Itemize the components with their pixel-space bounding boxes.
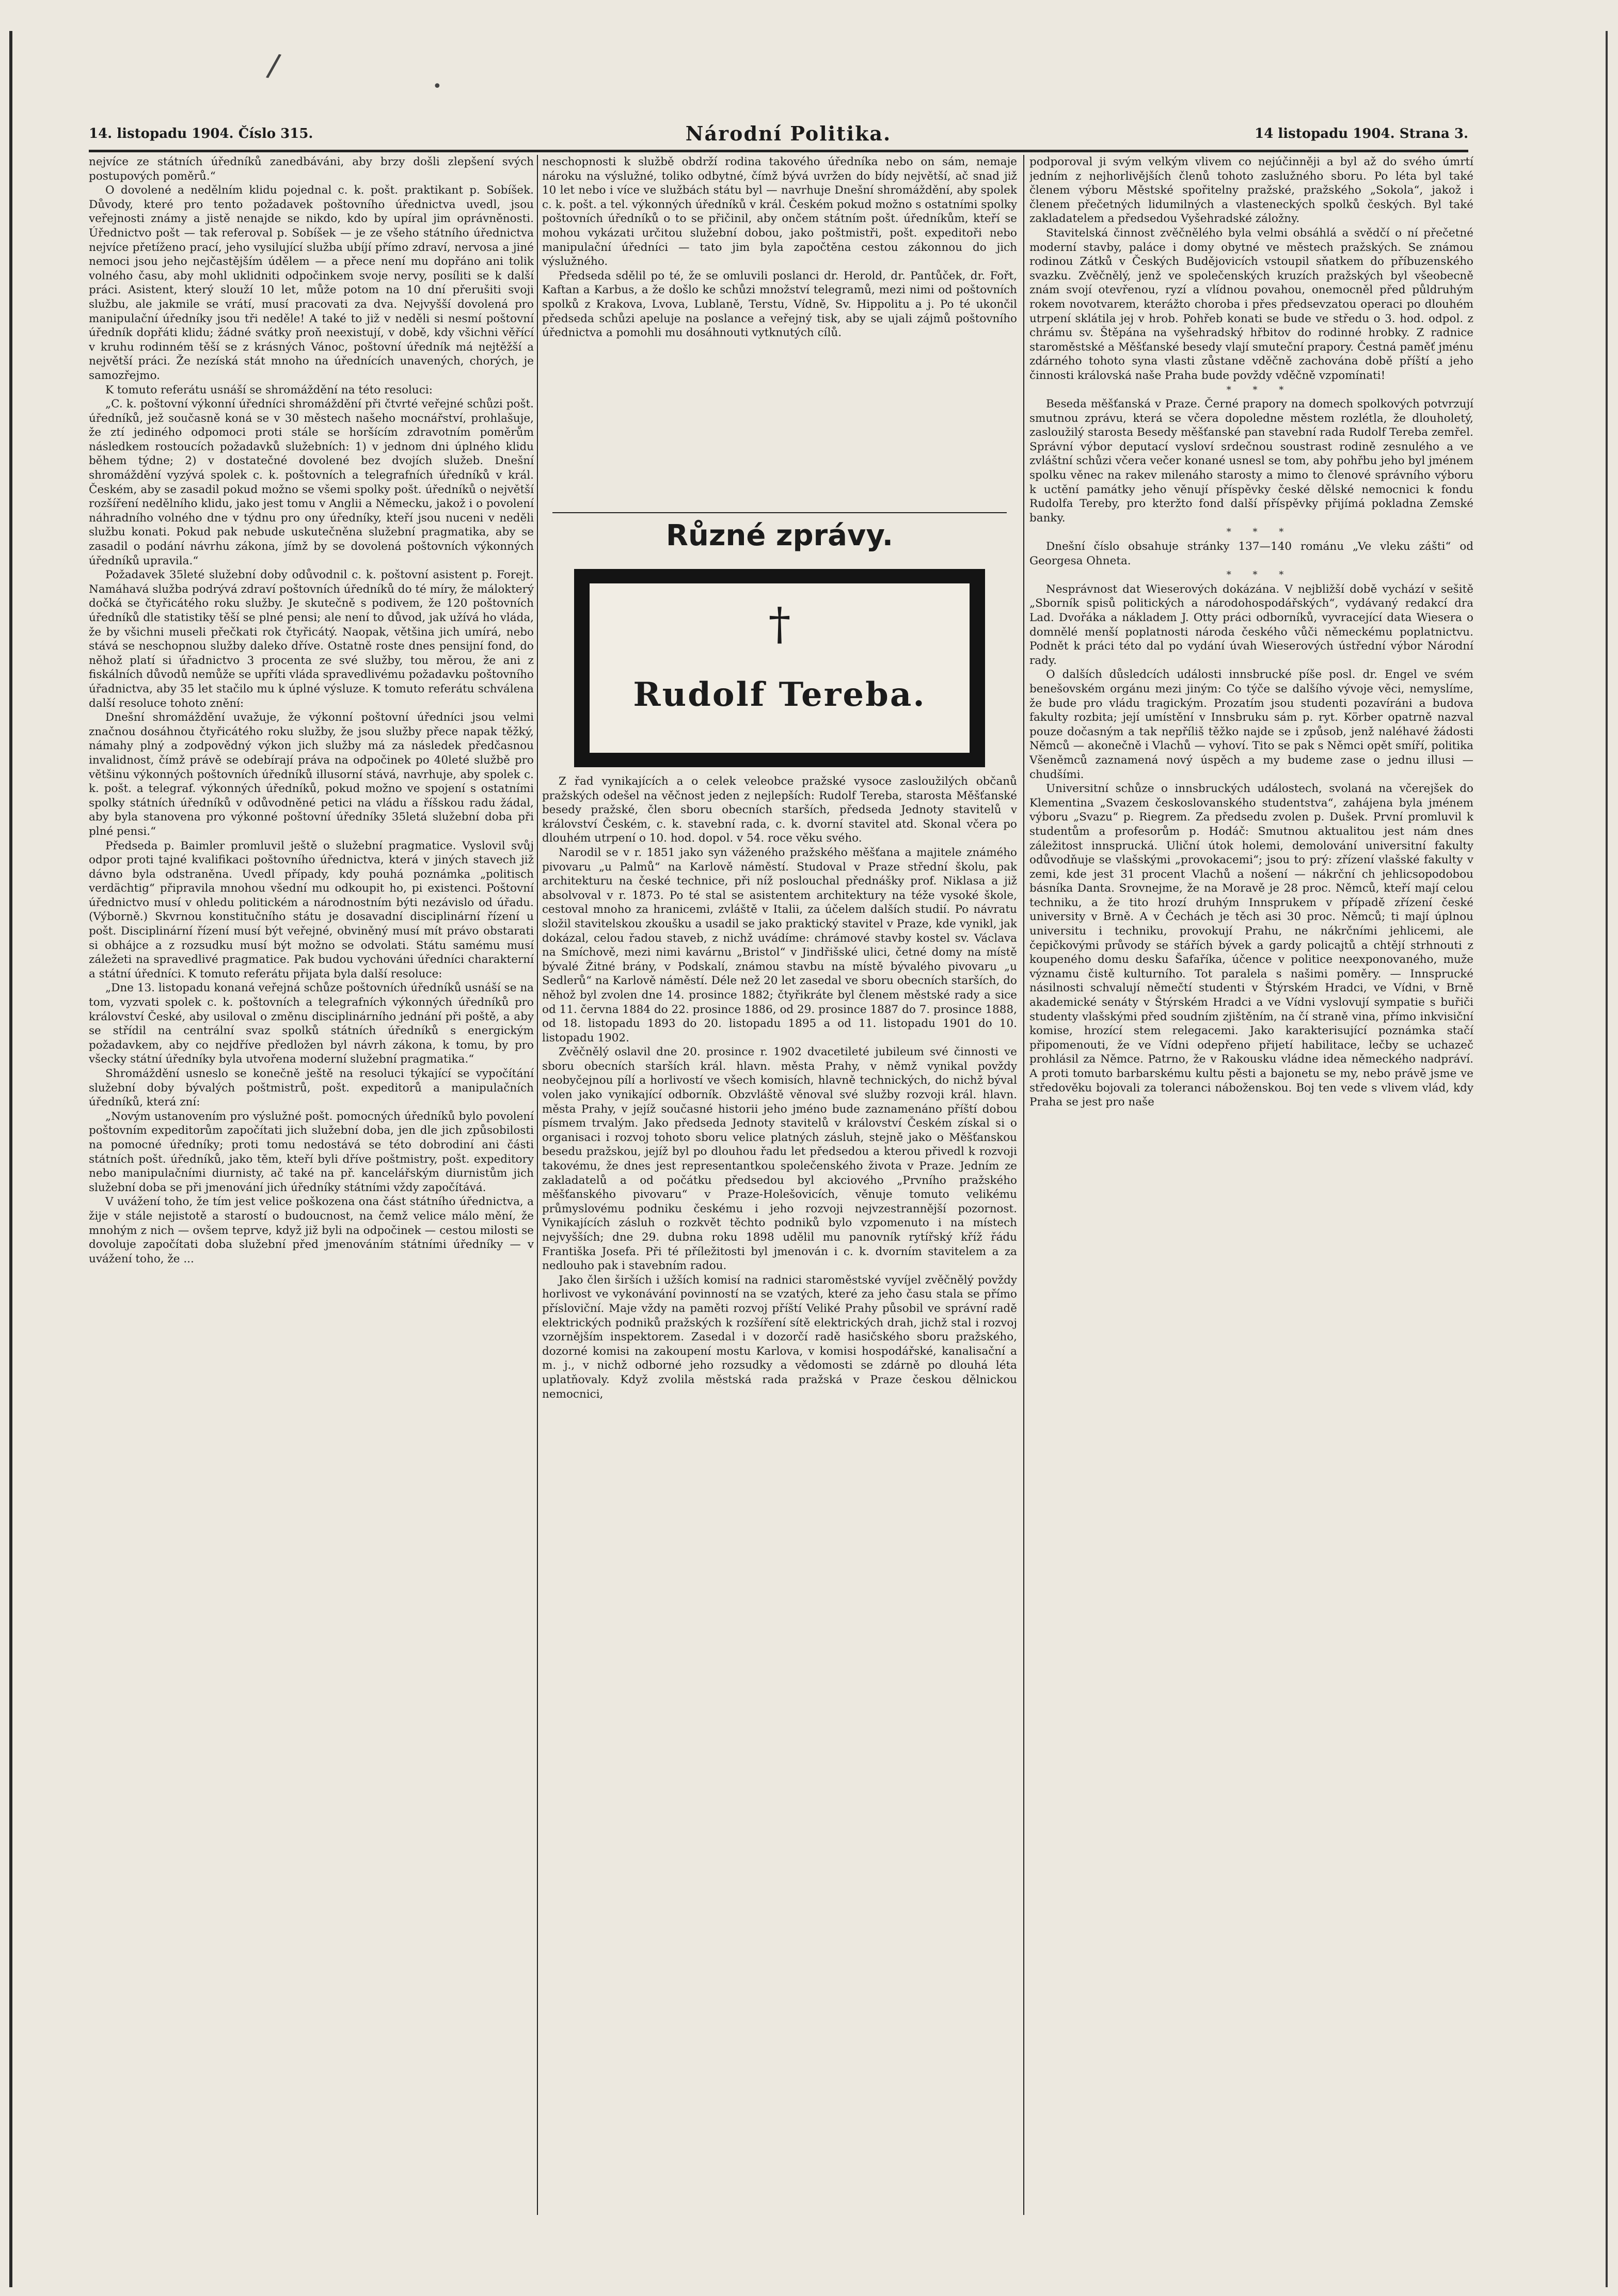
- paragraph: Z řad vynikajících a o celek veleobce pražské vysoce zasloužilých občanů pražských odešel na věčnost jeden z nejlepších: Rudolf Tereba, starosta Měšťanské besedy pražské, člen sboru obecních starších, předseda Jednoty stavitelů v království Českém, c. k. stavební rada, c. k. dvorní stavitel atd. Skonal včera po dlouhém utrpení o 10. hod. dopol. v 54. roce věku svého.: [542, 775, 1017, 845]
- paragraph: Dnešní shromáždění uvažuje, že výkonní poštovní úředníci jsou velmi značnou dosáhnou čtyřicátého roku služby, že jsou služby přece napak těžký, námahy plný a zodpovědný výkon jich služby má za následek předčasnou invalidnost, čímž právě se odebírají práva na odpočinek po 40leté službě pro většinu výkonných poštovních úředníků illusorní stává, navrhuje, aby spolek c. k. pošt. a telegraf. výkonných úředníků, pokud možno ve spojení s ostatními spolky státních úředníků v odůvodněné petici na vládu a říšskou radu žádal, aby byla stanovena pro výkonné poštovní úředníky 35letá služební doba při plné pensi.“: [89, 711, 534, 838]
- section-stars: * * *: [1226, 569, 1293, 581]
- masthead-title: Národní Politika.: [685, 122, 892, 145]
- paragraph: K tomuto referátu usnáší se shromáždění na této resoluci:: [105, 383, 433, 397]
- paragraph: „Novým ustanovením pro výslužné pošt. pomocných úředníků bylo povolení poštovním expeditorům započítati jich služební doba, jen dle jich způsobilosti na pomocné úředníky; proti tomu nedostává se této dobrodiní ani části státních pošt. úředníků, jako těm, kteří byli dříve poštmistry, pošt. expeditory nebo manipulačními diurnisty, ač také na př. kancelářským diurnistům jich služební doba se při jmenování jich úředníky státními vždy započítává.: [89, 1110, 534, 1194]
- pencil-mark: /: [264, 46, 283, 85]
- paragraph: podporoval ji svým velkým vlivem co nejúčinněji a byl až do svého úmrtí jedním z nejhorlivějších členů tohoto zaslužného sboru. Po léta byl také členem výboru Městské spořitelny pražské, pražského „Sokola“, jakož i členem přečetných lidumilných a vlasteneckých spolků českých. Byl také zakladatelem a předsedou Vyšehradské záložny.: [1029, 155, 1473, 226]
- paragraph: Požadavek 35leté služební doby odůvodnil c. k. poštovní asistent p. Forejt. Namáhavá služba podrývá zdraví poštovních úředníků do té míry, že málokterý dočká se čtyřicátého roku služby. Je skutečně s podivem, že 120 poštovních úředníků dle statistiky těší se plné pensi; ale není to důvod, jak užívá ho vláda, že by všichni museli přečkati rok čtyřicátý. Naopak, většina jich umírá, nebo stává se neschopnou služby daleko dříve. Ostatně roste dnes pensijní fond, do něhož platí si úřadnictvo 3 procenta ze své služby, tou měrou, že ani z fiskálních důvodů nemůže se upříti vláda spravedlivému požadavku poštovního úřadnictva, aby 35 let stačilo mu k úplné výsluze. K tomuto referátu schválena další resoluce tohoto znění:: [89, 568, 534, 710]
- paragraph: Jako člen širších i užších komisí na radnici staroměstské vyvíjel zvěčnělý povždy horlivost ve vykonávání povinností na se vzatých, které za jeho času stala se přímo přísloviční. Maje vždy na paměti rozvoj příští Veliké Prahy působil ve správní radě elektrických podniků pražských k rozšíření sítě elektrických drah, jichž stal i rozvoj vzornějším inspektorem. Zasedal i v dozorčí radě hasičského sboru pražského, dozorné komisi na zakoupení mostu Karlova, v komisi hospodářské, kanalisační a m. j., v nichž odborné jeho rozsudky a vědomosti se zdárně po dlouhá léta uplatňovaly. Když zvolila městská rada pražská v Praze českou dělnickou nemocnici,: [542, 1273, 1017, 1401]
- paragraph: Nesprávnost dat Wieserových dokázána. V nejbližší době vychází v sešitě „Sborník spisů politických a národohospodářských“, vydávaný redakcí dra Lad. Dvořáka a nákladem J. Otty práci odborníků, vyvracející data Wiesera o domnělé menší poplatnosti národa českého vůči německému poplatnictvu. Podnět k práci této dal po vydání úvah Wieserových ústřední výbor Národní rady.: [1029, 582, 1473, 667]
- obituary-box: [574, 569, 985, 767]
- column-1: [89, 155, 534, 2220]
- column-2-top: [542, 155, 1017, 511]
- obituary-panel: [590, 583, 970, 753]
- page-header: [89, 122, 1468, 147]
- paragraph: nejvíce ze státních úředníků zanedbáváni, aby brzy došli zlepšení svých postupových poměrů.“: [89, 155, 534, 183]
- paragraph: O dalších důsledcích události innsbrucké píše posl. dr. Engel ve svém benešovském orgánu mezi jiným: Co týče se dalšího vývoje věci, nemyslíme, že bude pro vládu tragickým. Prozatím jsou studenti pozavíráni a budova fakulty rozbita; její umístění v Innsbruku sám p. ryt. Körber opatrně nazval pouze dočasným a tak nepříliš těžko najde se i způsob, jenž naléhavé žádosti Němců — akonečně i Vlachů — vyhoví. Tito se pak s Němci opět smíří, politika Všeněmců zaznamená nový úspěch a my budeme zase o jednu illusi — chudšími.: [1029, 668, 1473, 781]
- column-3: [1029, 155, 1473, 2220]
- cross-icon: †: [768, 598, 791, 650]
- column-rule-2: [1023, 155, 1024, 2215]
- section-rule: [552, 512, 1007, 513]
- paragraph: Zvěčnělý oslavil dne 20. prosince r. 1902 dvacetileté jubileum své činnosti ve sboru obecních starších král. hlavn. města Prahy, v němž vynikal povždy neobyčejnou pílí a horlivostí ve všech komisích, hlavně technických, do nichž býval volen jako vynikající odborník. Obzvláště věnoval své služby rozvoji král. hlavn. města Prahy, v jejíž současné historii jeho jméno bude zaznamenáno příští dobou písmem trvalým. Jako předseda Jednoty stavitelů v království Českém získal si o organisaci i rozvoj tohoto sboru velice platných zásluh, stejně jako o Měšťanskou besedu pražskou, jejíž byl po dlouhou řadu let předsedou a kterou přivedl k rozvoji takovému, že dnes jest representantkou společenského života v Praze. Jedním ze zakladatelů a od počátku předsedou byl akciového „Prvního pražského měšťanského pivovaru“ v Praze-Holešovicích, věnuje tomuto velikému průmyslovému podniku českému i jeho rozvoji nejvzestrannější pozornost. Vynikajících zásluh o rozkvět těchto podniků bylo vzpomenuto i na místech nejvyšších; dne 29. dubna roku 1898 udělil mu panovník rytířský kříž řádu Františka Josefa. Při té příležitosti byl jmenován i c. k. dvorním stavitelem a za nedlouho pak i stavebním radou.: [542, 1046, 1017, 1273]
- paragraph: Stavitelská činnost zvěčnělého byla velmi obsáhlá a svědčí o ní přečetné moderní stavby, paláce i domy obytné ve městech pražských. Se známou rodinou Zátků v Českých Budějovicích vstoupil sňatkem do příbuzenského svazku. Zvěčnělý, jenž ve společenských kruzích pražských byl všeobecně znám svojí otevřenou, ryzí a vlídnou povahou, onemocněl před půldruhým rokem novotvarem, kterážto choroba i přes předsevzatou operaci po dlouhém utrpení sklátila jej v hrob. Pohřeb konati se bude ve středu o 3. hod. odpol. z chrámu sv. Štěpána na vyšehradský hřbitov do rodinné hrobky. Z radnice staroměstské a Měšťanské besedy vlají smuteční prapory. Čestná paměť jménu zdárného tohoto syna vlasti zůstane vděčně zachována době příští a jeho činnosti královská naše Praha bude povždy vděčně vzpomínati!: [1029, 226, 1473, 382]
- paragraph: Dnešní číslo obsahuje stránky 137—140 románu „Ve vleku zášti“ od Georgesa Ohneta.: [1029, 540, 1473, 567]
- paragraph: Předseda sdělil po té, že se omluvili poslanci dr. Herold, dr. Pantůček, dr. Fořt, Kaftan a Karbus, a že došlo ke schůzi množství telegramů, mezi nimi od poštovních spolků z Krakova, Lvova, Lublaně, Terstu, Vídně, Sv. Hippolitu a j. Po té ukončil předseda schůzi apeluje na poslance a veřejný tisk, aby se ujali zájmů poštovního úřednictva a pomohli mu dosáhnouti vytknutých cílů.: [542, 269, 1017, 340]
- paragraph: „Dne 13. listopadu konaná veřejná schůze poštovních úředníků usnáší se na tom, vyzvati spolek c. k. poštovních a telegrafních výkonných úředníků pro království České, aby usiloval o změnu disciplinárního jednání při poště, a aby se střídil na centrální svaz spolků státních úředníků s energickým požadavkem, aby co nejdříve předložen byl návrh zákona, k tomu, by pro všecky státní úředníky byla utvořena moderní služební pragmatika.“: [89, 981, 534, 1066]
- paragraph: V uvážení toho, že tím jest velice poškozena ona část státního úřednictva, a žije v stále nejistotě a starostí o budoucnost, na čemž velice málo mění, že mnohým z nich — ovšem teprve, když již byli na odpočinek — cestou milosti se dovoluje započítati doba služební před jmenováním státními úředníky — v uvážení toho, že ...: [89, 1195, 534, 1265]
- obituary-name: Rudolf Tereba.: [633, 675, 926, 714]
- paragraph: neschopnosti k službě obdrží rodina takového úředníka nebo on sám, nemaje nároku na výslužné, toliko odbytné, čímž bývá uvržen do bídy největší, ač snad již 10 let nebo i více ve službách státu byl — navrhuje Dnešní shromáždění, aby spolek c. k. pošt. a tel. výkonných úředníků v král. Českém pokud možno s ostatními spolky poštovních úředníků o to se přičinil, aby ončem státním pošt. úředníkům, kteří se mohou vykázati určitou služební dobou, jako poštmistři, pošt. expeditoři nebo manipulační úředníci — tato jim byla započtěna cestou zákonnou do jich výslužného.: [542, 155, 1017, 268]
- section-stars: * * *: [1226, 527, 1293, 538]
- header-date-page: 14 listopadu 1904. Strana 3.: [1255, 126, 1468, 141]
- paragraph: O dovolené a nedělním klidu pojednal c. k. pošt. praktikant p. Sobíšek. Důvody, které pro tento požadavek poštovního úřednictva uvedl, jsou veřejnosti známy a jistě nenajde se nikdo, kdo by upíral jim oprávněnosti. Úřednictvo pošt — tak referoval p. Sobíšek — je ze všeho státního úřednictva nejvíce přetíženo prací, jeho vysilující služba ubíjí přímo zdraví, nervosa a jiné nemoci jsou jeho nejčastějším údělem — a přece není mu dopřáno ani tolik volného času, aby mohl uklidniti odpočinkem svoje nervy, posíliti se k další práci. Asistent, který slouží 10 let, může potom na 10 dní přerušiti svoji službu, ale jakmile se vrátí, musí pracovati za dva. Nejvyšší dovolená pro manipulační úředníky jsou tři neděle! A také to již v neděli si nesmí poštovní úředník dopřáti klidu; žádné svátky proň neexistují, v době, kdy všichni věřící v kruhu rodinném těší se z krásných Vánoc, poštovní úředník má nejtěžší a největší práci. Že nezíská stát mnoho na úřednících unavených, chorých, je samozřejmo.: [89, 184, 534, 382]
- paragraph: Beseda měšťanská v Praze. Černé prapory na domech spolkových potvrzují smutnou zprávu, která se včera dopoledne městem rozlétla, že dlouholetý, zasloužilý starosta Besedy měšťanské pan stavební rada Rudolf Tereba zemřel. Správní výbor deputací vysloví srdečnou soustrast rodině zesnulého a ve zvláštní schůzi včera večer konané usnesl se tom, aby pohřbu jeho byl jménem spolku věnec na rakev milenáho starosty a mimo to členové správního výboru k uctění památky jeho věnují příspěvky české dělské nemocnici k fondu Rudolfa Tereby, pro kteržto fond další příspěvky přijímá pokladna Zemské banky.: [1029, 398, 1473, 525]
- column-2-bottom: [542, 774, 1017, 2220]
- section-title: Různé zprávy.: [665, 519, 894, 552]
- paragraph: Universitní schůze o innsbruckých událostech, svolaná na včerejšek do Klementina „Svazem českoslovanského studentstva“, zahájena byla jménem výboru „Svazu“ p. Riegrem. Za předsedu zvolen p. Dušek. První promluvil k studentům a profesorům p. Hodáč: Smutnou aktualitou jest nám dnes záležitost innsprucká. Uliční útok holemi, demolování universitní fakulty odůvodňuje se vlašskými „provokacemi“; jsou to prý: zřízení vlašské fakulty v zemi, kde jest 31 procent Vlachů a nošení — nákrční ch jehlicsopodobou básníka Danta. Srovnejme, že na Moravě je 28 proc. Němců, kteří mají celou techniku, a že tito hrozí druhým Innsprukem v případě zřízení české university v Brně. A v Čechách je těch asi 30 proc. Němců; ti mají úplnou universitu i techniku, provokují Prahu, ne nákrčními jehlicemi, ale čepičkovými průvody se stářích bývek a gardy policajtů a chtějí strhnouti z koupeného domu desku Šafaříka, účence v politice neexponovaného, muže významu čistě kulturního. Tot paralela s našimi poměry. — Innsprucké násilnosti schvalují němečtí studenti v Štýrském Hradci, ve Vídni, v Brně akademické senáty v Štýrském Hradci a ve Vídni vyslovují sympatie s buřiči studenty vlašskými před soudním zjištěním, na čí straně vina, přímo inkvisiční komise, hrozící stem relegacemi. Jako karakterisující poznámka stačí připomenouti, že ve Vídni odepřeno přijetí habilitace, lečby se uchazeč prohlásil za Němce. Patrno, že v Rakousku vládne idea německého nadpráví. A proti tomuto barbarskému kultu pěsti a bajonetu se my, nebo právě jsme ve středověku bojovali za toleranci náboženskou. Boj ten vede s vlivem vlád, kdy Praha se jest pro naše: [1029, 782, 1473, 1109]
- header-rule: [89, 150, 1468, 152]
- paragraph: Narodil se v r. 1851 jako syn váženého pražského měšťana a majitele známého pivovaru „u Palmů“ na Karlově náměstí. Studoval v Praze střední školu, pak architekturu na české technice, při níž poslouchal přednášky prof. Niklasa a již absolvoval v r. 1873. Po té stal se asistentem architektury na téže vysoké škole, cestoval mnoho za hranicemi, zvláště v Italii, za účelem dalších studií. Po návratu složil stavitelskou zkoušku a usadil se jako praktický stavitel v Praze, kde vynikl, jak dokázal, celou řadou staveb, z nichž uvádíme: chrámové stavby kostel sv. Václava na Smíchově, mezi nimi kavárnu „Bristol“ v Jindřišské ulici, četné domy na místě bývalé Žitné brány, v Podskalí, známou stavbu na místě bývalého pivovaru „u Sedlerů“ na Karlově náměstí. Déle než 20 let zasedal ve sboru obecních starších, do něhož byl zvolen dne 14. prosince 1882; čtyřikráte byl členem městské rady a sice od 11. června 1884 do 22. prosince 1886, od 29. prosince 1887 do 7. prosince 1888, od 18. listopadu 1893 do 20. listopadu 1895 a od 11. listopadu 1901 do 10. listopadu 1902.: [542, 846, 1017, 1044]
- paragraph: „C. k. poštovní výkonní úředníci shromáždění při čtvrté veřejné schůzi pošt. úředníků, jež současně koná se v 30 městech našeho mocnářství, prohlašuje, že ztí jediného odpomoci proti stále se horšícím zdravotním poměrům následkem rostoucích požadavků služebních: 1) v jednom dni úplného klidu během týdne; 2) v dostatečné dovolené bez dvojích služeb. Dnešní shromáždění vyzývá spolek c. k. poštovních a telegrafních úředníků v král. Českém, aby se zasadil pokud možno se všemi spolky pošt. úředníků o největší rozšíření nedělního klidu, jako jest tomu v Anglii a Německu, jakož i o povolení náhradního volného dne v týdnu pro ony úředníky, kteří jsou nuceni v neděli službu konati. Pokud pak nebude uskutečněna služební pragmatika, aby se zasadil o podání návrhu zákona, jímž by se dovolená poštovních výkonných úředníků upravila.“: [89, 398, 534, 567]
- column-rule-1: [537, 155, 538, 2215]
- paragraph: Předseda p. Baimler promluvil ještě o služební pragmatice. Vyslovil svůj odpor proti tajné kvalifikaci poštovního úřednictva, která v jiných stavech již dávno byla odstraněna. Uvedl případy, kdy pouhá poznámka „politisch verdächtig“ připravila mnohou všední mu odkoupit ho, pi existenci. Poštovní úřednictvo musí v ohledu politickém a národnostním býti nezávislo od úřadu. (Výborně.) Skvrnou konstitučního státu je dosavadní disciplinární řízení u pošt. Disciplinární řízení musí být veřejné, obviněný musí mít právo obstarati si obhájce a z rozsudku musí být možno se odvolati. Státu samému musí záležeti na spravedlivé pragmatice. Pak budou vychováni úředníci charakterní a státní úředníci. K tomuto referátu přijata byla další resoluce:: [89, 839, 534, 980]
- pencil-dot: •: [433, 77, 442, 96]
- section-stars: * * *: [1226, 384, 1293, 395]
- paragraph: Shromáždění usneslo se konečně ještě na resoluci týkající se vypočítání služební doby bývalých poštmistrů, pošt. expeditorů a manipulačních úředníků, která zní:: [89, 1067, 534, 1109]
- header-date-issue: 14. listopadu 1904. Číslo 315.: [89, 126, 313, 141]
